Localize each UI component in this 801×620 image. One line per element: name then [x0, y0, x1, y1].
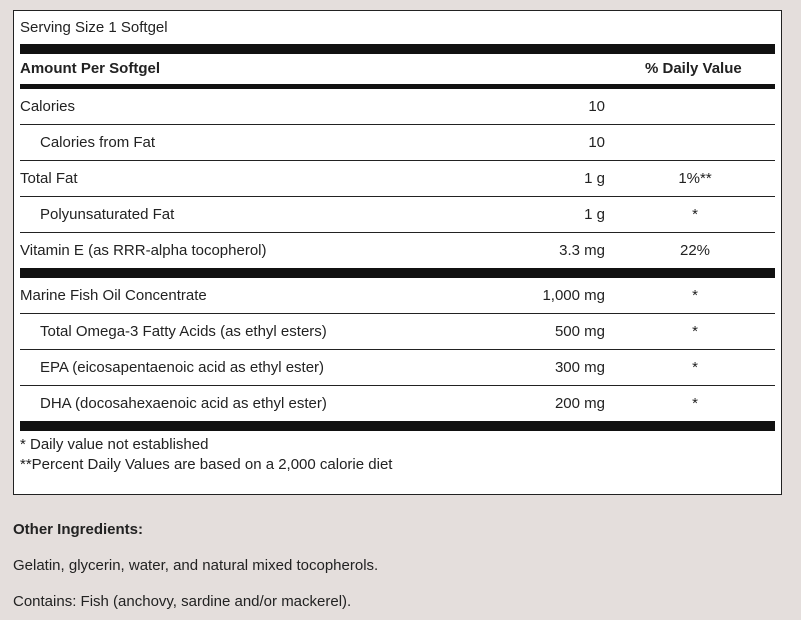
nutrient-label: Marine Fish Oil Concentrate: [20, 287, 207, 304]
other-ingredients-section: [13, 520, 783, 612]
nutrient-daily-value: *: [692, 287, 698, 304]
nutrient-row-polyunsaturated-fat: [20, 197, 775, 233]
thick-divider: [20, 44, 775, 54]
nutrient-daily-value: *: [692, 359, 698, 376]
nutrient-row-epa: [20, 350, 775, 386]
nutrient-daily-value: *: [692, 206, 698, 223]
nutrient-label: Calories from Fat: [40, 134, 156, 151]
nutrient-label: Vitamin E (as RRR-alpha tocopherol): [20, 242, 267, 259]
supplement-facts-content: [20, 11, 775, 475]
nutrient-amount: 3.3 mg: [559, 242, 605, 259]
thick-divider: [20, 421, 775, 431]
nutrient-amount: 1 g: [584, 170, 605, 187]
nutrient-row-omega-3: [20, 314, 775, 350]
nutrient-amount: 500 mg: [554, 323, 605, 340]
amount-per-header: Amount Per Softgel: [20, 60, 161, 77]
nutrient-row-fish-oil: [20, 278, 775, 314]
nutrient-daily-value: *: [692, 395, 698, 412]
nutrient-label: EPA (eicosapentaenoic acid as ethyl ester): [40, 359, 325, 376]
other-ingredients-title: Other Ingredients:: [13, 521, 144, 538]
nutrient-amount: 10: [588, 134, 605, 151]
supplement-facts-panel: [13, 10, 782, 495]
serving-size: Serving Size 1 Softgel: [20, 19, 168, 36]
nutrient-label: Total Fat: [20, 170, 78, 187]
nutrient-amount: 1 g: [584, 206, 605, 223]
nutrient-amount: 300 mg: [554, 359, 605, 376]
allergen-text: Contains: Fish (anchovy, sardine and/or mackerel).: [13, 593, 352, 610]
nutrient-label: Total Omega-3 Fatty Acids (as ethyl esters): [40, 323, 327, 340]
footnotes: [20, 431, 775, 475]
nutrient-row-calories: [20, 89, 775, 125]
nutrient-daily-value: *: [692, 323, 698, 340]
nutrient-row-vitamin-e: [20, 233, 775, 268]
footnote-percent-daily: **Percent Daily Values are based on a 2,000 calorie diet: [20, 456, 393, 473]
nutrient-amount: 1,000 mg: [542, 287, 605, 304]
thick-divider: [20, 268, 775, 278]
ingredients-text: Gelatin, glycerin, water, and natural mixed tocopherols.: [13, 557, 379, 574]
nutrient-label: Calories: [20, 98, 76, 115]
nutrient-row-calories-from-fat: [20, 125, 775, 161]
daily-value-header: % Daily Value: [645, 60, 742, 77]
nutrient-daily-value: 22%: [679, 242, 711, 259]
nutrient-daily-value: 1%**: [678, 170, 712, 187]
nutrient-label: DHA (docosahexaenoic acid as ethyl ester): [40, 395, 327, 412]
nutrient-label: Polyunsaturated Fat: [40, 206, 175, 223]
nutrient-amount: 200 mg: [554, 395, 605, 412]
nutrient-amount: 10: [588, 98, 605, 115]
column-header-row: [20, 54, 775, 84]
nutrient-row-total-fat: [20, 161, 775, 197]
footnote-daily-value: * Daily value not established: [20, 436, 209, 453]
nutrient-row-dha: [20, 386, 775, 421]
